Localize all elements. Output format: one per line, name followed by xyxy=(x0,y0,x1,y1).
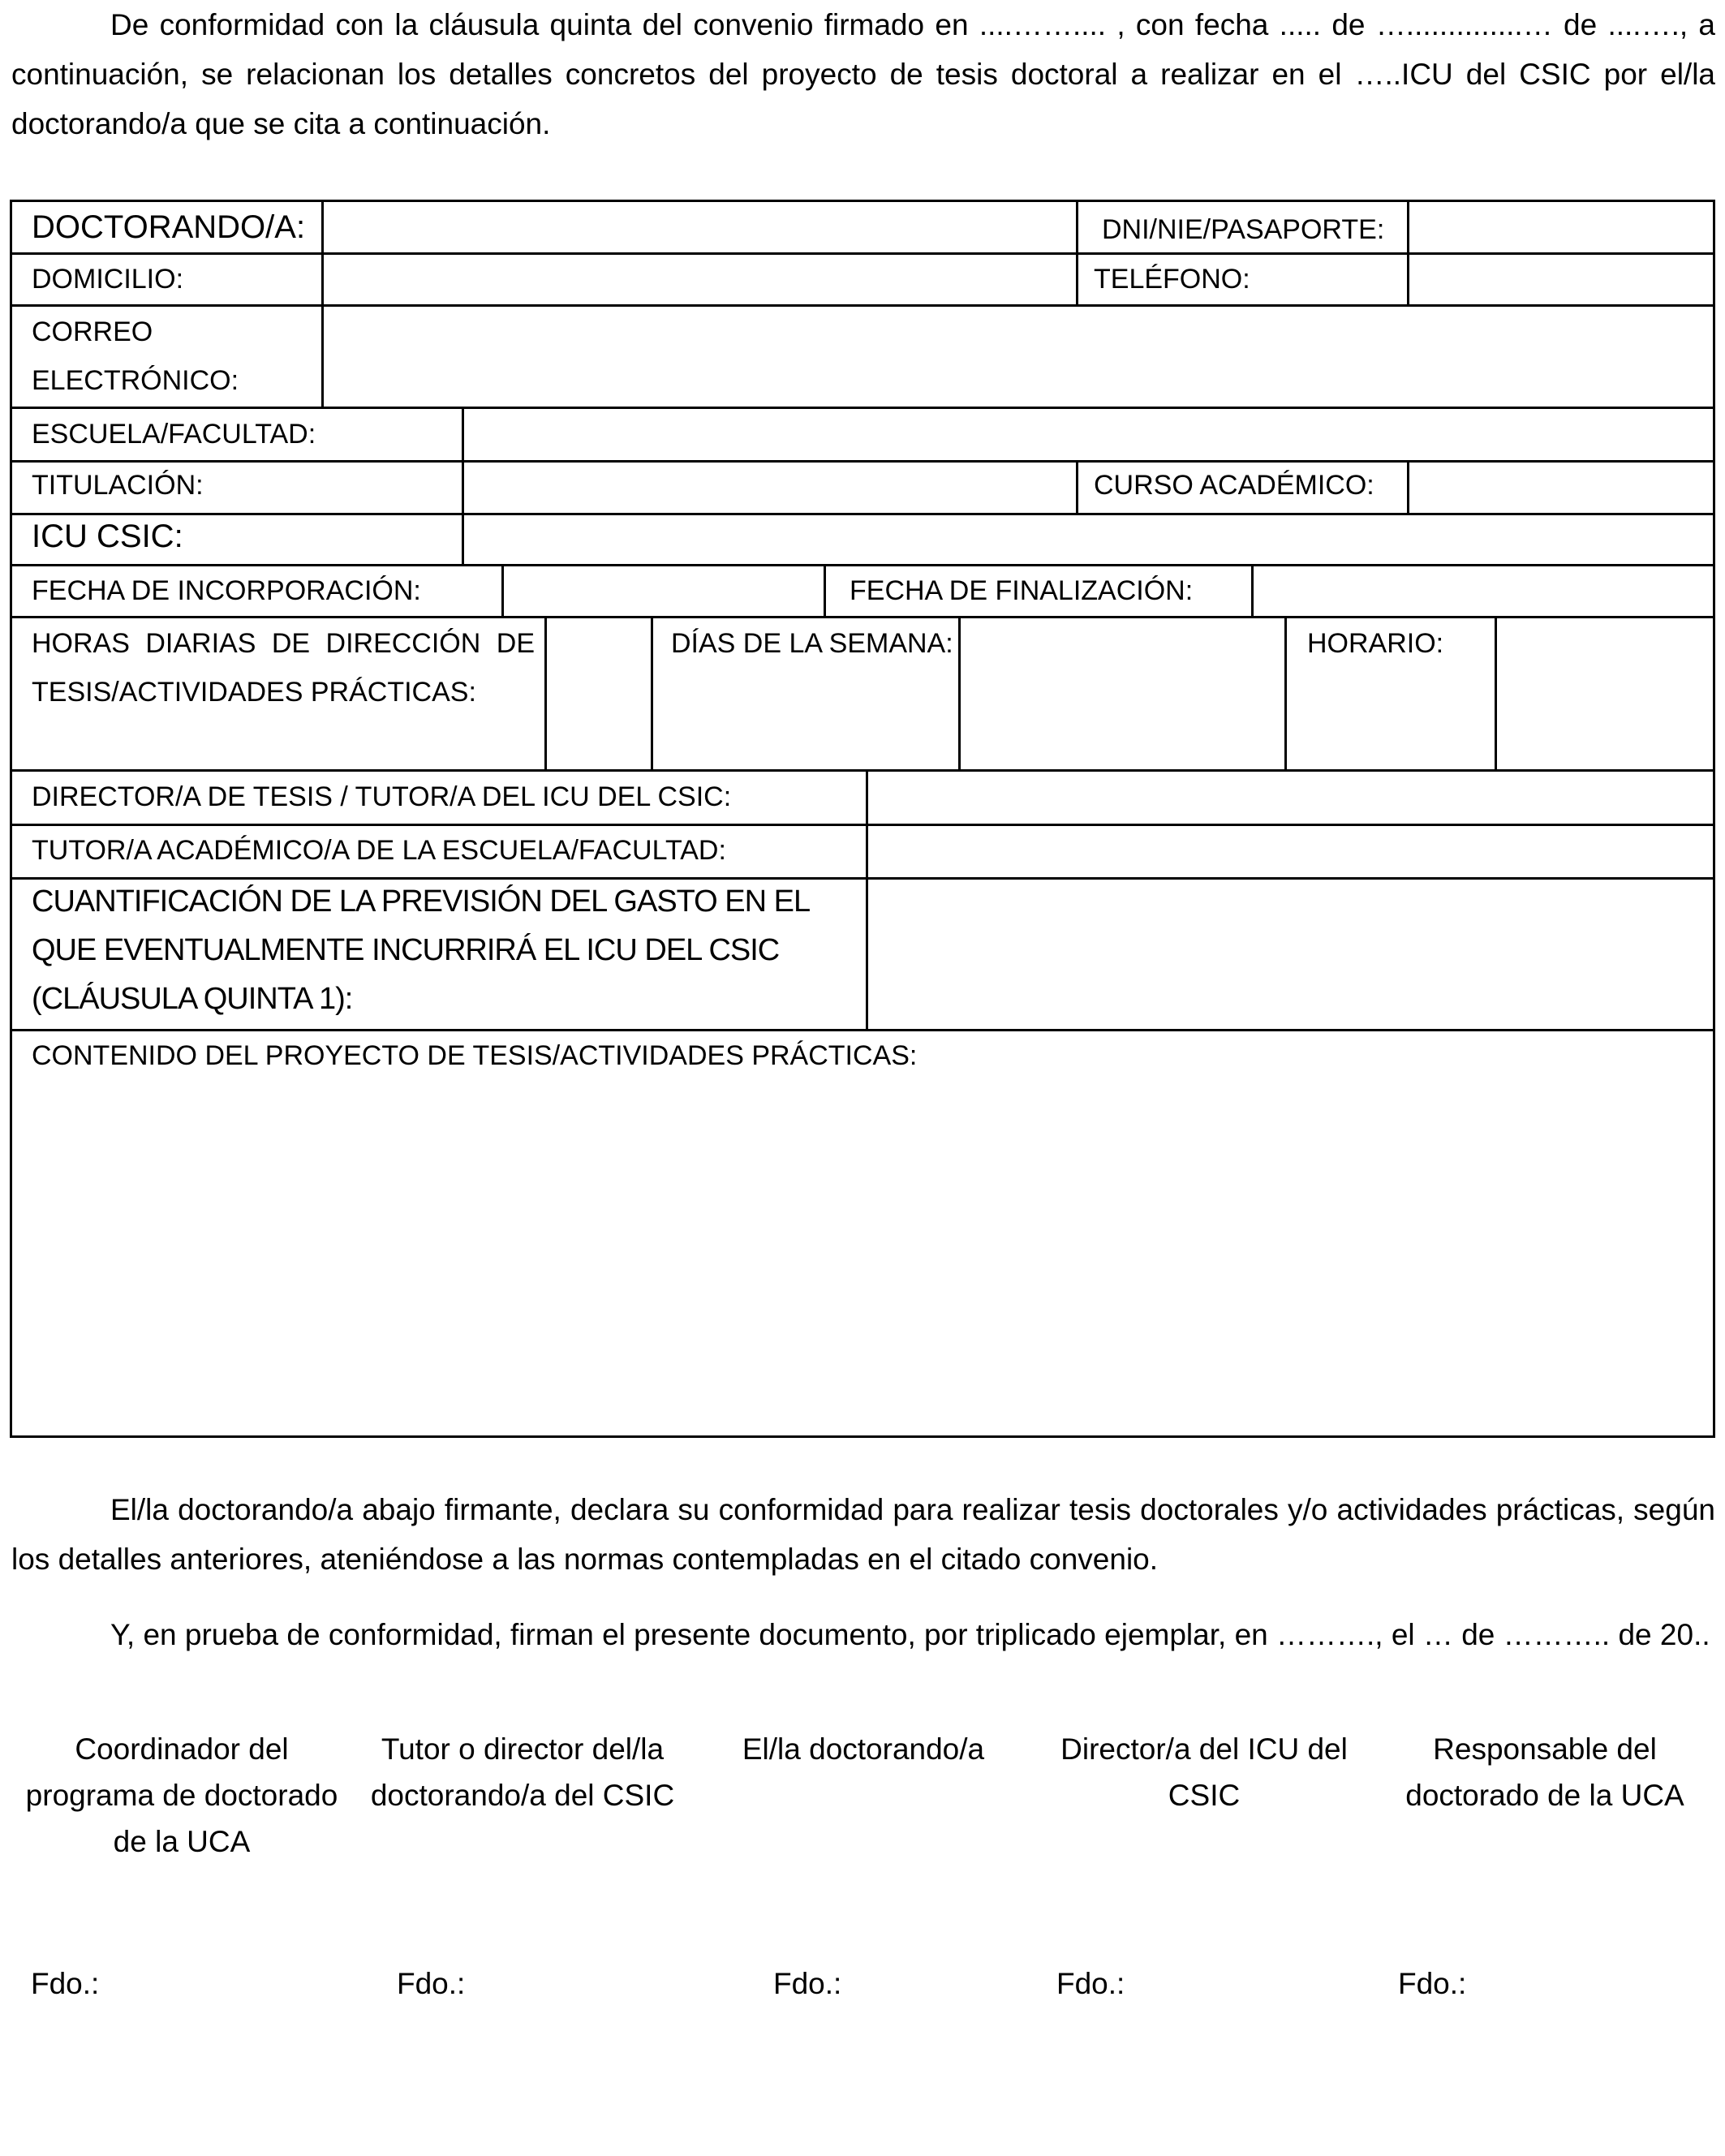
label-fecha-incorporacion: FECHA DE INCORPORACIÓN: xyxy=(32,575,421,606)
row-divider xyxy=(12,460,1713,463)
label-horario: HORARIO: xyxy=(1307,628,1444,659)
col-divider xyxy=(1076,460,1078,513)
label-dias: DÍAS DE LA SEMANA: xyxy=(671,628,953,659)
row-divider xyxy=(12,616,1713,618)
project-details-form xyxy=(10,200,1715,1438)
declaration-paragraph: El/la doctorando/a abajo firmante, declara su conformidad para realizar tesis doctorales y/o actividades prácticas, según los detalles anteriores, ateniéndose a las normas contempladas en el citado convenio. xyxy=(11,1493,1715,1576)
proof-paragraph: Y, en prueba de conformidad, firman el presente documento, por triplicado ejemplar, en ………., el … de ……….. de 20.. xyxy=(110,1618,1710,1651)
label-icu: ICU CSIC: xyxy=(32,519,183,554)
label-dni: DNI/NIE/PASAPORTE: xyxy=(1102,214,1385,245)
col-divider xyxy=(544,616,547,769)
col-divider xyxy=(1284,616,1287,769)
col-divider xyxy=(501,564,504,616)
fdo-csic-tutor: Fdo.: xyxy=(397,1967,466,2000)
label-fecha-finalizacion: FECHA DE FINALIZACIÓN: xyxy=(850,575,1194,606)
col-divider xyxy=(651,616,653,769)
col-divider xyxy=(866,769,868,1029)
label-escuela: ESCUELA/FACULTAD: xyxy=(32,419,316,450)
label-doctorando: DOCTORANDO/A: xyxy=(32,209,306,245)
label-contenido: CONTENIDO DEL PROYECTO DE TESIS/ACTIVIDADES PRÁCTICAS: xyxy=(32,1040,918,1071)
fdo-doctoral-student: Fdo.: xyxy=(773,1967,842,2000)
col-divider xyxy=(958,616,961,769)
col-divider xyxy=(1251,564,1254,616)
col-divider xyxy=(824,564,826,616)
col-divider xyxy=(462,407,464,564)
row-divider xyxy=(12,304,1713,307)
label-cuantificacion: CUANTIFICACIÓN DE LA PREVISIÓN DEL GASTO EN EL QUE EVENTUALMENTE INCURRIRÁ EL ICU DEL CSIC (CLÁUSULA QUINTA 1): xyxy=(32,884,809,1016)
label-director: DIRECTOR/A DE TESIS / TUTOR/A DEL ICU DEL CSIC: xyxy=(32,781,732,812)
fdo-icu-director: Fdo.: xyxy=(1056,1967,1125,2000)
fdo-uca-responsible: Fdo.: xyxy=(1398,1967,1467,2000)
label-telefono: TELÉFONO: xyxy=(1094,264,1250,295)
signatory-icu-director: Director/a del ICU del CSIC xyxy=(1060,1732,1348,1812)
intro-paragraph: De conformidad con la cláusula quinta del convenio firmado en ....…….... , con fecha ..... de …..............… de ....…., a continuación, se relacionan los detalles concretos del proyecto de tesis doctoral a realizar en el …..ICU del CSIC por el/la doctorando/a que se cita a continuación. xyxy=(11,8,1715,140)
signatory-csic-tutor: Tutor o director del/la doctorando/a del CSIC xyxy=(370,1732,675,1812)
col-divider xyxy=(321,202,324,407)
label-correo: CORREO ELECTRÓNICO: xyxy=(32,316,239,396)
col-divider xyxy=(1407,202,1409,304)
label-titulacion: TITULACIÓN: xyxy=(32,470,204,501)
col-divider xyxy=(1407,460,1409,513)
col-divider xyxy=(1076,202,1078,304)
label-horas: HORAS DIARIAS DE DIRECCIÓN DE TESIS/ACTIVIDADES PRÁCTICAS: xyxy=(32,628,535,708)
signatory-uca-responsible: Responsable del doctorado de la UCA xyxy=(1405,1732,1684,1812)
signatory-coordinator: Coordinador del programa de doctorado de la UCA xyxy=(25,1732,338,1858)
label-domicilio: DOMICILIO: xyxy=(32,264,184,295)
row-divider xyxy=(12,252,1713,255)
row-divider xyxy=(12,407,1713,409)
row-divider xyxy=(12,513,1713,515)
label-tutor: TUTOR/A ACADÉMICO/A DE LA ESCUELA/FACULTAD: xyxy=(32,835,726,866)
col-divider xyxy=(1495,616,1497,769)
label-curso: CURSO ACADÉMICO: xyxy=(1094,470,1374,501)
row-divider xyxy=(12,769,1713,772)
fdo-coordinator: Fdo.: xyxy=(31,1967,100,2000)
signatory-doctoral-student: El/la doctorando/a xyxy=(742,1732,985,1766)
